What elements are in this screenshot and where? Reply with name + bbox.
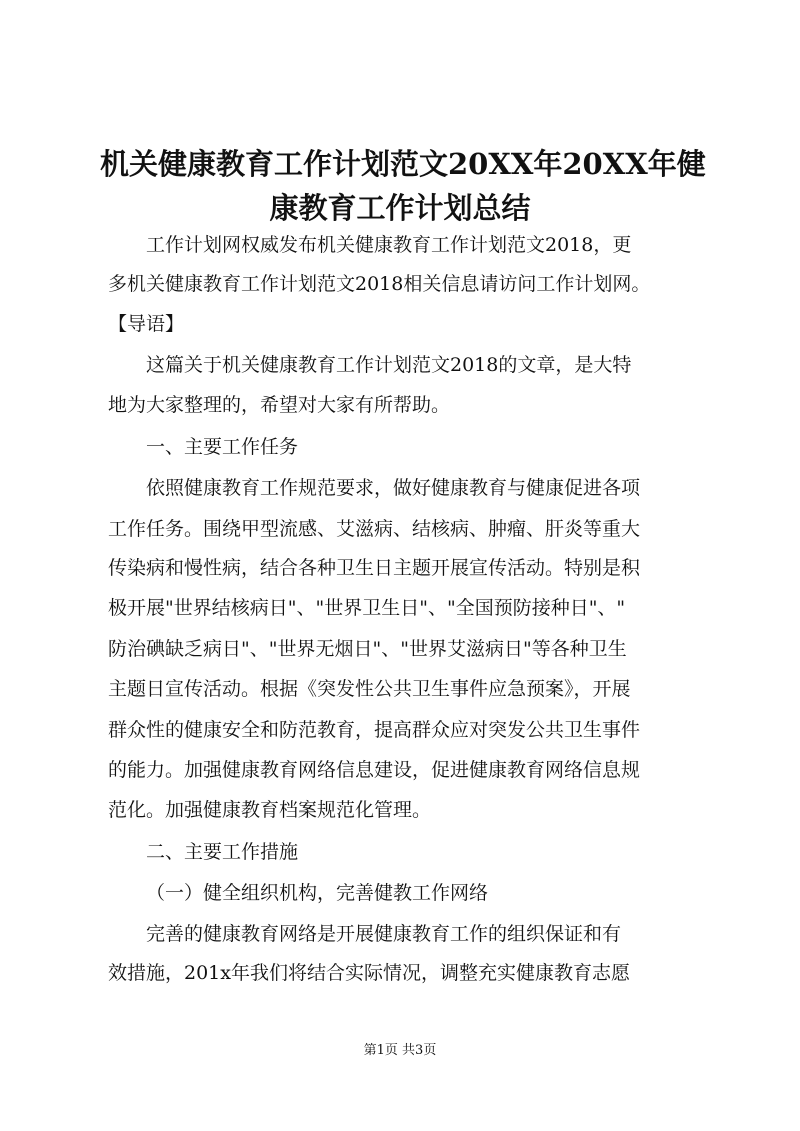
paragraph-line: 这篇关于机关健康教育工作计划范文2018的文章，是大特 — [146, 354, 632, 376]
section-label-intro: 【导语】 — [108, 313, 185, 335]
paragraph-line: 多机关健康教育工作计划范文2018相关信息请访问工作计划网。 — [108, 273, 651, 295]
page-number-footer: 第1页 共3页 — [363, 1043, 437, 1058]
subsection-heading: （一）健全组织机构，完善健教工作网络 — [146, 882, 489, 904]
paragraph-line: 完善的健康教育网络是开展健康教育工作的组织保证和有 — [146, 923, 622, 945]
paragraph-line: 范化。加强健康教育档案规范化管理。 — [108, 799, 432, 821]
paragraph-line: 效措施，201x年我们将结合实际情况，调整充实健康教育志愿 — [108, 962, 630, 984]
document-title-line-2: 康教育工作计划总结 — [269, 191, 531, 225]
paragraph-line: 防治碘缺乏病日"、"世界无烟日"、"世界艾滋病日"等各种卫生 — [108, 638, 627, 660]
section-heading: 二、主要工作措施 — [146, 841, 299, 863]
document-title-line-1: 机关健康教育工作计划范文20XX年20XX年健 — [100, 147, 706, 181]
paragraph-line: 地为大家整理的，希望对大家有所帮助。 — [108, 394, 451, 416]
paragraph-line: 极开展"世界结核病日"、"世界卫生日"、"全国预防接种日"、" — [108, 597, 626, 619]
paragraph-line: 群众性的健康安全和防范教育，提高群众应对突发公共卫生事件 — [108, 719, 641, 741]
paragraph-line: 工作任务。围绕甲型流感、艾滋病、结核病、肿瘤、肝炎等重大 — [108, 518, 641, 540]
paragraph-line: 依照健康教育工作规范要求，做好健康教育与健康促进各项 — [146, 477, 641, 499]
section-heading: 一、主要工作任务 — [146, 436, 299, 458]
paragraph-line: 传染病和慢性病，结合各种卫生日主题开展宣传活动。特别是积 — [108, 557, 641, 579]
paragraph-line: 的能力。加强健康教育网络信息建设，促进健康教育网络信息规 — [108, 759, 641, 781]
paragraph-line: 主题日宣传活动。根据《突发性公共卫生事件应急预案》，开展 — [108, 678, 631, 700]
paragraph-line: 工作计划网权威发布机关健康教育工作计划范文2018，更 — [146, 234, 632, 256]
